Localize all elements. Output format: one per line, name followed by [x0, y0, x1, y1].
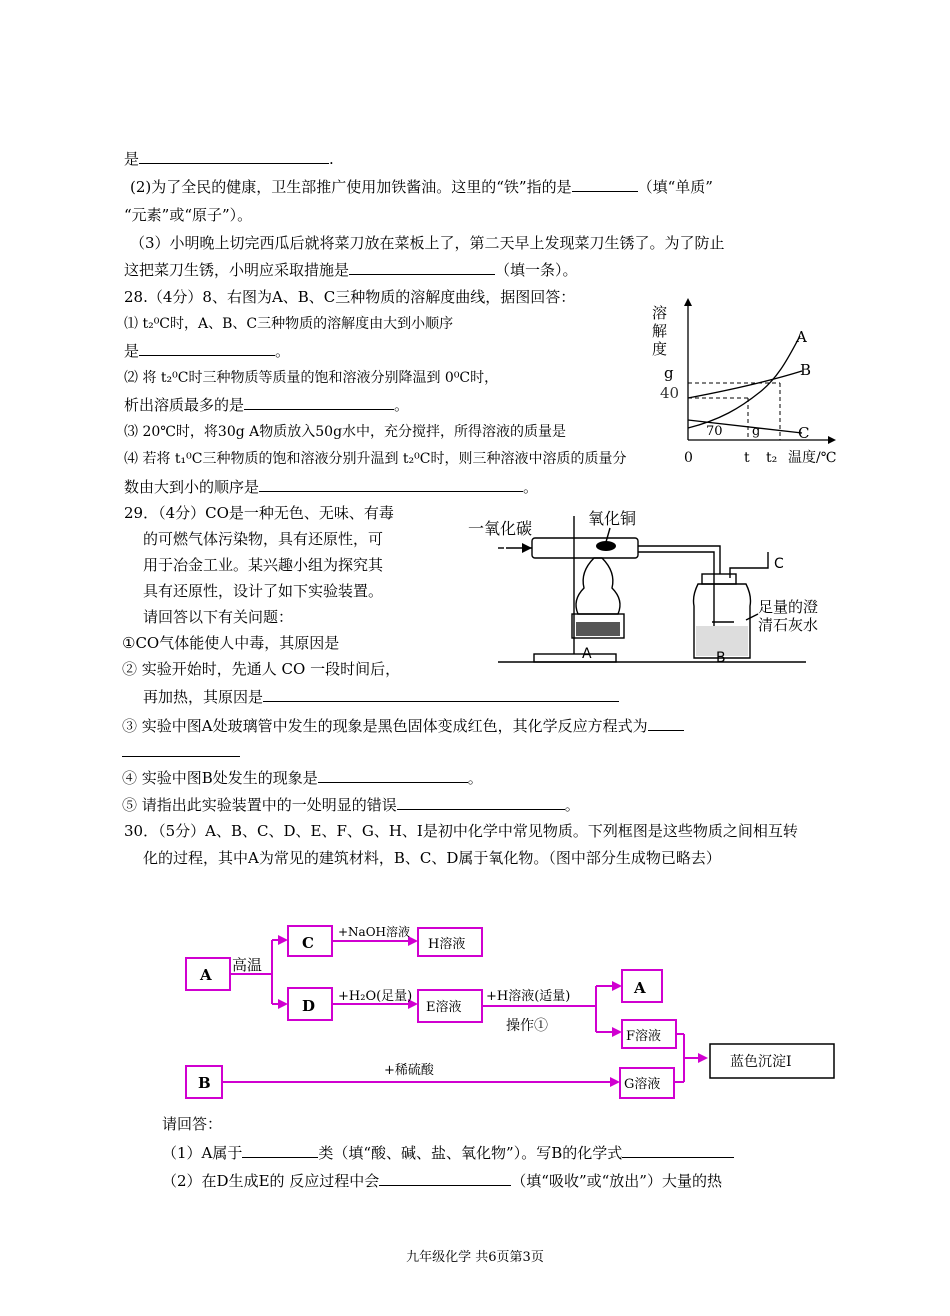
- part-b-label: B: [716, 650, 726, 666]
- ylabel-char-2: 解: [652, 322, 668, 340]
- label-operation: 操作①: [506, 1018, 548, 1034]
- q29-line-4: 具有还原性，设计了如下实验装置。: [143, 582, 384, 600]
- answer-blank[interactable]: [259, 476, 523, 492]
- answer-blank[interactable]: [572, 176, 638, 192]
- q30-answer-1: （1）A属于 类（填“酸、碱、盐、氧化物”）。写B的化学式: [162, 1142, 734, 1163]
- solubility-chart: [640, 292, 845, 472]
- q29-line-6: ①CO气体能使人中毒，其原因是: [122, 634, 340, 652]
- label-a: A: [796, 328, 807, 346]
- arrow-head: [612, 1027, 622, 1037]
- q30-ask: 请回答：: [162, 1115, 223, 1133]
- node-g: G溶液: [624, 1077, 661, 1092]
- q29-line-10: ④ 实验中图B处发生的现象是 。: [122, 769, 483, 787]
- part-a-label: A: [582, 646, 592, 662]
- arrow-head: [278, 935, 288, 945]
- lamp-fuel: [576, 622, 620, 636]
- q28-part2a: ⑵ 将 t₂⁰C时三种物质等质量的饱和溶液分别降温到 0⁰C时，: [124, 370, 499, 386]
- inlet-arrow: [522, 543, 532, 553]
- copper-oxide-sample: [596, 541, 616, 551]
- answer-blank[interactable]: [139, 340, 275, 356]
- answer-blank[interactable]: [622, 1142, 734, 1158]
- q30-line-2: 化的过程，其中A为常见的建筑材料，B、C、D属于氧化物。（图中部分生成物已略去）: [143, 849, 721, 867]
- q28-part1a: ⑴ t₂⁰C时，A、B、C三种物质的溶解度由大到小顺序: [124, 316, 454, 332]
- pointer-line: [746, 614, 758, 620]
- q30-line-1: 30．（5分）A、B、C、D、E、F、G、H、I是初中化学中常见物质。下列框图是这些物质之间相互转: [124, 822, 798, 840]
- limewater-label-2: 清石灰水: [758, 616, 819, 634]
- curve-b: [688, 371, 802, 398]
- node-f: F溶液: [626, 1029, 662, 1044]
- tick-70: 70: [706, 424, 723, 439]
- c-label: C: [774, 556, 784, 572]
- answer-blank[interactable]: [648, 715, 684, 731]
- q29-line-5: 请回答以下有关问题：: [143, 608, 294, 626]
- alcohol-lamp-flame: [576, 558, 620, 614]
- q29-line-9: ③ 实验中图A处玻璃管中发生的现象是黑色固体变成红色，其化学反应方程式为: [122, 715, 684, 736]
- cuo-pointer: [606, 528, 610, 542]
- label-add-h: +H溶液(适量): [486, 989, 571, 1004]
- q29-line-11: ⑤ 请指出此实验装置中的一处明显的错误 。: [122, 796, 580, 814]
- q28-heading: 28.（4分）8、右图为A、B、C三种物质的溶解度曲线，据图回答：: [124, 288, 576, 306]
- q29-line-7: ② 实验开始时，先通人 CO 一段时间后，: [122, 660, 401, 678]
- glass-tube: [532, 538, 638, 558]
- q29-line-1: 29．（4分）CO是一种无色、无味、有毒: [124, 504, 394, 522]
- q27-line-a: 是 .: [124, 150, 334, 168]
- yunit-label: g: [664, 364, 674, 382]
- co-label: 一氧化碳: [468, 519, 533, 538]
- answer-blank[interactable]: [122, 741, 240, 757]
- reaction-flowchart: [180, 920, 840, 1110]
- arrow-head: [612, 981, 622, 991]
- label-c: C: [798, 424, 810, 442]
- answer-blank[interactable]: [397, 794, 565, 810]
- page-footer: 九年级化学 共6页第3页: [406, 1250, 544, 1265]
- tick-t2: t₂: [766, 450, 778, 466]
- q29-line-8: 再加热，其原因是: [143, 686, 619, 707]
- q27-line-b: (2)为了全民的健康，卫生部推广使用加铁酱油。这里的“铁”指的是 （填“单质”: [130, 178, 713, 196]
- tick-40: 40: [660, 384, 680, 402]
- q29-line-9-cont: [122, 741, 240, 762]
- answer-blank[interactable]: [349, 259, 495, 275]
- y-axis-arrow: [684, 298, 692, 306]
- label-b: B: [800, 361, 812, 379]
- q29-line-2: 的可燃气体污染物，具有还原性，可: [143, 530, 384, 548]
- node-i: 蓝色沉淀I: [730, 1054, 792, 1070]
- answer-blank[interactable]: [379, 1170, 511, 1186]
- limewater-label-1: 足量的澄: [758, 598, 819, 616]
- ylabel-char-3: 度: [652, 340, 668, 358]
- cuo-label: 氧化铜: [588, 509, 637, 528]
- x-axis-arrow: [828, 436, 836, 444]
- q28-part2b: 析出溶质最多的是 。: [124, 396, 410, 414]
- q27-line-d: （3）小明晚上切完西瓜后就将菜刀放在菜板上了，第二天早上发现菜刀生锈了。为了防止: [130, 234, 725, 252]
- node-h: H溶液: [428, 937, 466, 952]
- answer-blank[interactable]: [244, 394, 394, 410]
- tick-g: g: [752, 424, 761, 439]
- arrow-head: [698, 1053, 708, 1063]
- q28-part1b: 是 。: [124, 342, 291, 360]
- answer-blank[interactable]: [139, 148, 329, 164]
- q30-answer-2: （2）在D生成E的 反应过程中会 （填“吸收”或“放出”）大量的热: [162, 1172, 722, 1190]
- arrow-head: [278, 999, 288, 1009]
- tick-0: 0: [684, 450, 693, 466]
- answer-blank[interactable]: [318, 767, 468, 783]
- node-a2: A: [634, 979, 646, 997]
- bottle-stopper: [702, 574, 736, 584]
- q28-part4a: ⑷ 若将 t₁⁰C三种物质的饱和溶液分别升温到 t₂⁰C时，则三种溶液中溶质的质量分: [124, 451, 627, 467]
- chart-label-mask: [668, 410, 783, 450]
- answer-blank[interactable]: [242, 1142, 318, 1158]
- node-d: D: [302, 997, 316, 1015]
- node-c: C: [302, 934, 314, 952]
- stand-base: [534, 654, 616, 662]
- node-a: A: [200, 966, 212, 984]
- x-axis-label: 温度/℃: [788, 450, 837, 466]
- node-b: B: [198, 1074, 211, 1092]
- connector-tube: [638, 546, 720, 574]
- node-e: E溶液: [426, 1000, 462, 1015]
- arrow-head: [610, 1077, 620, 1087]
- label-h2o: +H₂O(足量): [338, 989, 413, 1004]
- q27-line-e: 这把菜刀生锈，小明应采取措施是 （填一条）。: [124, 261, 578, 279]
- ylabel-char-1: 溶: [652, 304, 668, 322]
- q29-line-3: 用于冶金工业。某兴趣小组为探究其: [143, 556, 384, 574]
- q28-part3: ⑶ 20℃时，将30g A物质放入50g水中，充分搅拌，所得溶液的质量是: [124, 424, 567, 440]
- apparatus-figure: [468, 502, 819, 672]
- answer-blank[interactable]: [263, 686, 619, 702]
- q27-line-c: “元素”或“原子”）。: [124, 206, 253, 224]
- q28-part4b: 数由大到小的顺序是 。: [124, 478, 539, 496]
- label-acid: +稀硫酸: [384, 1063, 434, 1078]
- tick-t1: t: [744, 450, 750, 466]
- label-naoh: +NaOH溶液: [338, 925, 411, 939]
- label-gaowen: 高温: [232, 956, 263, 974]
